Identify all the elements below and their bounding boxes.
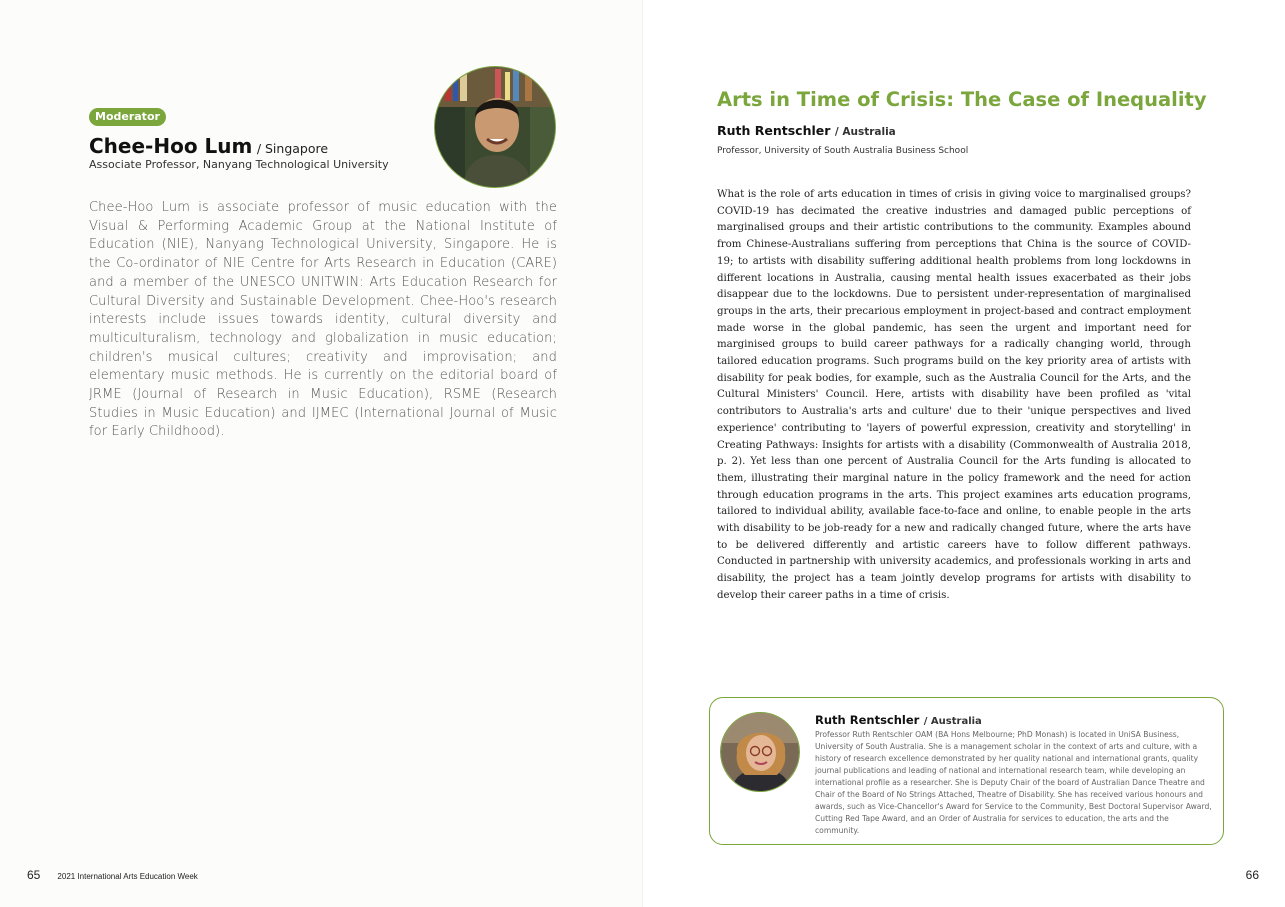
moderator-bio: Chee-Hoo Lum is associate professor of music education with the Visual & Performing Academic Group at the National Institute of Education (NIE), Nanyang Technological University, Singapore. He is the Co-ordinator of NIE Centre for Arts Research in Education (CARE) and a member of the UNESCO UNITWIN: Arts Education Research for Cultural Diversity and Sustainable Development. Chee-Hoo's research interests include issues towards identity, cultural diversity and multiculturalism, technology and globalization in music education; children's musical cultures; creativity and improvisation; and elementary music methods. He is currently on the editorial board of JRME (Journal of Research in Music Education), RSME (Research Studies in Music Education) and IJMEC (International Journal of Music for Early Childhood). xyxy=(89,200,557,440)
speaker-name: Ruth Rentschler xyxy=(717,123,831,138)
page-number-left: 65 xyxy=(27,868,41,882)
speaker-photo xyxy=(720,712,800,792)
moderator-title: Associate Professor, Nanyang Technological University xyxy=(89,158,389,171)
session-abstract: What is the role of arts education in times of crisis in giving voice to marginalised groups? COVID-19 has decimated the creative industries and damaged public perceptions of marginalised groups and their artistic contributions to the community. Examples abound from Chinese-Australians suffering from perceptions that China is the source of COVID- 19; to artists with disability suffering additional health problems from long lockdowns in different locations in Australia, causing mental health issues exacerbated as their jobs disappear due to the lockdowns. Due to persistent under-representation of marginalised groups in the arts, their precarious employment in project-based and contract employment made worse in the global pandemic, has seen the urgent and important need for marginised groups to build career pathways for a radically changing world, through tailored education programs. Such programs build on the key priority area of artists with disability for peak bodies, for example, such as the Australia Council for the Arts, and the Cultural Ministers' Council. Here, artists with disability have been profiled as 'vital contributors to Australia's arts and culture' due to their 'unique perspectives and lived experience' contributing to 'layers of powerful expression, creativity and storytelling' in Creating Pathways: Insights for artists with a disability (Commonwealth of Australia 2018, p. 2). Yet less than one percent of Australia Council for the Arts funding is allocated to them, illustrating their marginal nature in the policy framework and the need for action through education programs in the arts. This project examines arts education programs, tailored to individual ability, available face-to-face and online, to enable people in the arts with disability to be job-ready for a new and radically changed future, where the arts have to be delivered differently and artistic careers have to follow different pathways. Conducted in partnership with university academics, and professionals working in arts and disability, the project has a team jointly develop programs for artists with disability to develop their career paths in a time of crisis. xyxy=(717,189,1191,601)
bio-text: Professor Ruth Rentschler OAM (BA Hons Melbourne; PhD Monash) is located in UniSA Business, University of South Australia. She is a management scholar in the context of arts and culture, with a history of research excellence demonstrated by her quality national and international grants, quality journal publications and leading of national and international research team, while developing an international profile as a researcher. She is Deputy Chair of the board of Australian Dance Theatre and Chair of the Board of No Strings Attached, Theatre of Disability. She has received various honours and awards, such as Vice-Chancellor's Award for Service to the Community, Best Doctoral Supervisor Award, Cutting Red Tape Award, and an Order of Australia for services to education, the arts and the community. xyxy=(815,730,1212,836)
speaker-country: / Australia xyxy=(834,126,896,138)
speaker-heading xyxy=(717,122,896,140)
left-footer xyxy=(27,868,198,882)
right-page xyxy=(642,0,1285,907)
bio-name: Ruth Rentschler xyxy=(815,713,920,727)
moderator-name: Chee-Hoo Lum xyxy=(89,134,253,158)
bio-heading xyxy=(815,711,982,729)
publication-name: 2021 International Arts Education Week xyxy=(57,872,198,881)
speaker-title: Professor, University of South Australia Business School xyxy=(717,146,969,156)
page-number-right: 66 xyxy=(1245,868,1259,882)
moderator-photo xyxy=(434,66,556,188)
session-title: Arts in Time of Crisis: The Case of Inequality xyxy=(717,88,1207,111)
bio-country: / Australia xyxy=(923,716,982,727)
moderator-heading xyxy=(89,134,328,158)
moderator-country: / Singapore xyxy=(256,141,329,156)
left-page xyxy=(0,0,642,907)
speaker-bio-box xyxy=(709,697,1224,845)
moderator-badge: Moderator xyxy=(89,108,166,126)
